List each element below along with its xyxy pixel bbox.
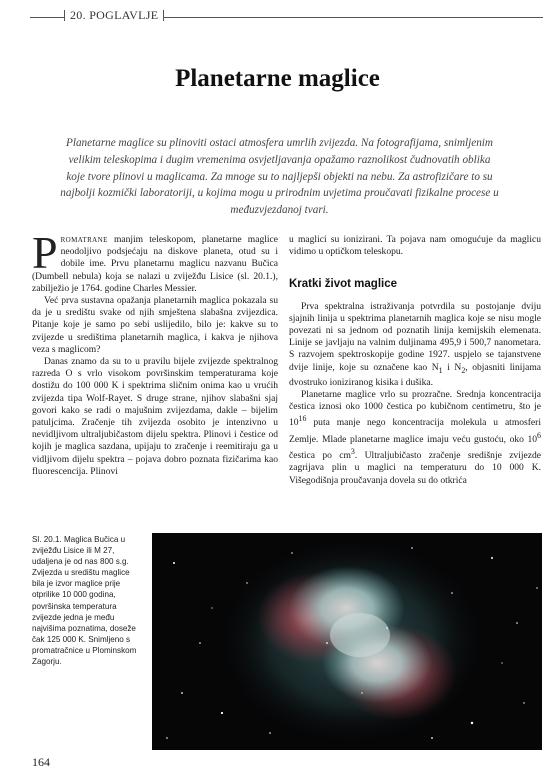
superscript: 16	[298, 414, 307, 424]
text-run: Prva spektralna istraživanja potvrdila su postojanje dviju sjajnih linija u spektrima planetarnih maglica koje se nisu mogle povezati ni sa jednom od poznatih linija kemijskih elemenata. Linije se javljaju na valnim duljinama 495,9 i 500,7 nanometara. S razvojem spektroskopije godine 1927. uspjelo se tajanstvene dvije linije, koje su označene kao N	[289, 300, 541, 373]
text-run: čestica po cm	[289, 450, 351, 462]
paragraph	[32, 227, 278, 295]
chapter-header: 20. POGLAVLJE	[64, 8, 164, 23]
text-run: . Ultraljubičasto zračenje središnje zvijezde zagrijava plin u maglici na temperaturu do 10 000 K. Višegodišnja proučavanja dovela su do otkrića	[289, 450, 541, 486]
paragraph: Danas znamo da su to u pravilu bijele zvijezde spektralnog razreda O s vrlo visokom površinskim temperaturama koje dostižu do 100 000 K i spektrima sličnim onima kao u vrućih zvijezda tipa Wolf-Rayet. S druge strane, njihov slabašni sjaj govori kako se radi o majušnim zvijezdama, dakle – bijelim patuljcima. Zračenje tih zvijezda osobito je intenzivno u nevidljivom ultraljubičastom dijelu spektra. Plinovi i čestice od kojih je maglica sazdana, upijaju to zračenje i reemitiraju ga u vidljivom dijelu spektra – pojava dobro poznata fizičarima kao fluorescencija. Plinovi	[32, 356, 278, 477]
page-number: 164	[32, 755, 50, 769]
smallcaps-lead: romatrane	[60, 234, 108, 245]
subscript: 1	[438, 365, 443, 375]
right-column	[289, 234, 541, 487]
left-column	[32, 227, 278, 478]
intro-paragraph: Planetarne maglice su plinoviti ostaci atmosfera umrlih zvijezda. Na fotografijama, snimljenim velikim teleskopima i dugim vremenima osvjetljavanja opažamo raznolikost čudnovatih oblika koje tvore plinovi u maglicama. Za mnoge su to najljepši objekti na nebu. Za astrofizičare to su najbolji kozmički laboratoriji, u kojima mogu u prirodnim uvjetima proučavati fizikalne procese u međuzvjezdanoj tvari.	[60, 137, 499, 217]
paragraph	[289, 301, 541, 389]
text-run: , objasniti linijama dvostruko ioniziranog kisika i dušika.	[289, 361, 541, 388]
superscript: 3	[350, 447, 355, 457]
superscript: 6	[537, 430, 541, 440]
paragraph: Već prva sustavna opažanja planetarnih maglica pokazala su da je u središtu svake od njih smještena slabašna zvijezdica. Pitanje koje je samo po sebi uslijedilo, bilo je: kakve su to zvijezde u središtima planetarnih maglica, i kakva je njihova veza s maglicom?	[32, 295, 278, 355]
figure-caption: Sl. 20.1. Maglica Bučica u zviježđu Lisice ili M 27, udaljena je od nas 800 s.g. Zvijezda u središtu maglice bila je izvor maglice prije otprilike 10 000 godina, površinska temperatura zvijezde jedna je među najvišima poznatima, doseže čak 125 000 K. Snimljeno s promatračnice u Plominskom Zagorju.	[32, 535, 137, 667]
section-heading: Kratki život maglice	[289, 278, 398, 291]
nebula-core	[330, 613, 390, 657]
text-run: puta manje nego koncentracija molekula u atmosferi Zemlje. Mlade planetarne maglice imaju veću gustoću, oko 10	[289, 417, 541, 445]
nebula-photo	[152, 533, 542, 750]
subscript: 2	[461, 365, 466, 375]
paragraph-text: manjim teleskopom, planetarne maglice neodoljivo podsjećaju na diskove planeta, otud su i dobile ime. Prvu planetarnu maglicu nazvanu Bučica (Dumbell nebula) koja se nalazi u zviježđu Lisice (sl. 20.1.), zabilježio je 1764. godine Charles Messier.	[32, 234, 278, 294]
text-run: Planetarne maglice vrlo su prozračne. Srednja koncentracija čestica iznosi oko 1000 čestica po kubičnom centimetru, što je 10	[289, 388, 541, 429]
paragraph: u maglici su ionizirani. Ta pojava nam omogućuje da maglicu vidimo u optičkom teleskopu.	[289, 234, 541, 258]
drop-cap: P	[32, 227, 58, 278]
page-title: Planetarne maglice	[175, 65, 380, 92]
nebula-image	[152, 533, 542, 750]
text-run: i N	[442, 361, 462, 373]
paragraph	[289, 389, 541, 487]
